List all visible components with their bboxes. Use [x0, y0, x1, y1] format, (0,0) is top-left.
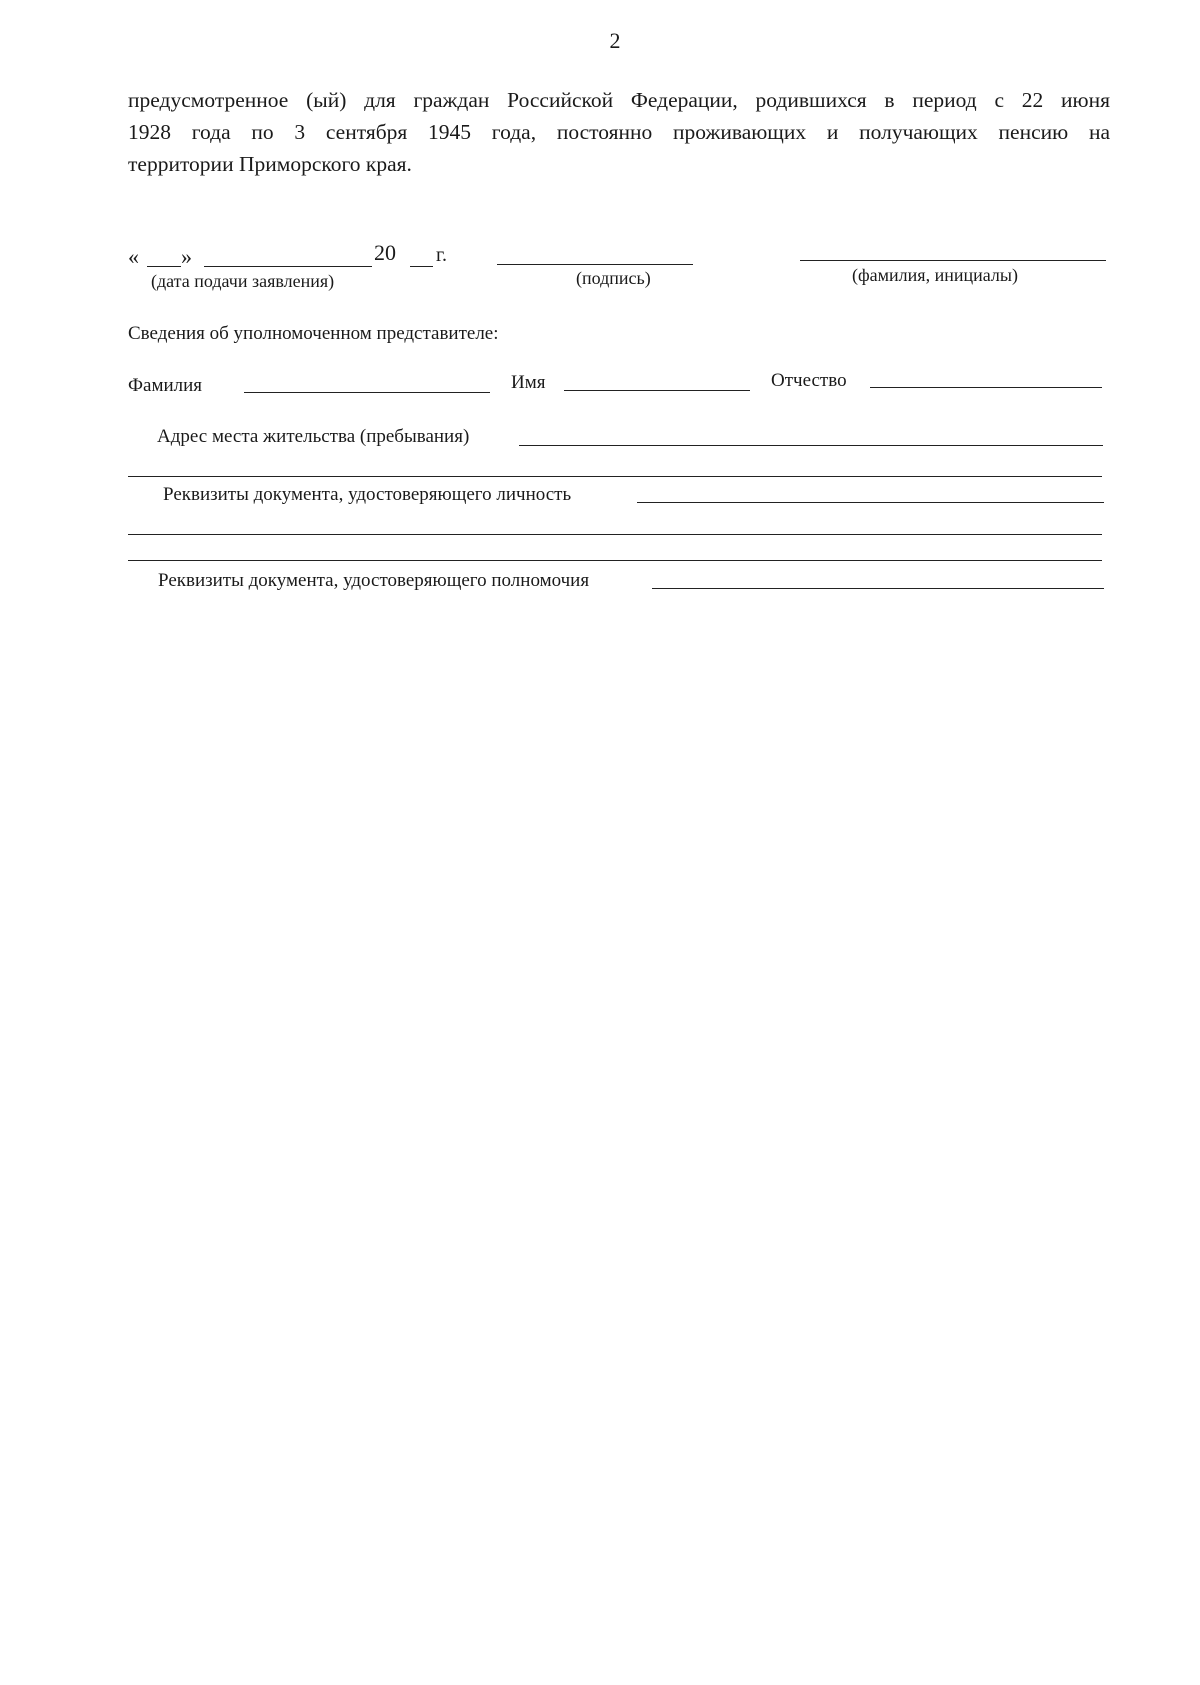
day-field[interactable] — [147, 266, 181, 267]
name-field[interactable] — [564, 390, 750, 391]
month-field[interactable] — [204, 266, 372, 267]
year-suffix: г. — [436, 244, 447, 266]
patronymic-field[interactable] — [870, 387, 1102, 388]
identity-doc-field-line-3[interactable] — [128, 560, 1102, 561]
paragraph-line-2: 1928 года по 3 сентября 1945 года, постоянно проживающих и получающих пенсию на — [128, 120, 1110, 144]
year-prefix: 20 — [374, 240, 396, 265]
name-initials-caption: (фамилия, инициалы) — [852, 265, 1018, 285]
identity-doc-field-line-2[interactable] — [128, 534, 1102, 535]
identity-doc-field[interactable] — [637, 502, 1104, 503]
authority-doc-label: Реквизиты документа, удостоверяющего полномочия — [158, 570, 590, 591]
paragraph-line-3: территории Приморского края. — [128, 152, 412, 176]
address-field[interactable] — [519, 445, 1103, 446]
paragraph-line-1: предусмотренное (ый) для граждан Российской Федерации, родившихся в период с 22 июня — [128, 88, 1110, 112]
patronymic-label: Отчество — [771, 370, 847, 391]
authority-doc-field[interactable] — [652, 588, 1104, 589]
date-close-quote: » — [181, 244, 192, 269]
surname-label: Фамилия — [128, 375, 203, 396]
address-field-line-2[interactable] — [128, 476, 1102, 477]
date-caption: (дата подачи заявления) — [151, 271, 335, 291]
address-label: Адрес места жительства (пребывания) — [157, 426, 470, 447]
year-field[interactable] — [410, 266, 433, 267]
page-number: 2 — [609, 28, 621, 53]
identity-doc-label: Реквизиты документа, удостоверяющего личность — [163, 484, 572, 505]
name-label: Имя — [511, 372, 546, 393]
signature-caption: (подпись) — [576, 268, 651, 288]
surname-field[interactable] — [244, 392, 490, 393]
signature-field[interactable] — [497, 264, 693, 265]
name-initials-field[interactable] — [800, 260, 1106, 261]
date-open-quote: « — [128, 244, 139, 269]
representative-heading: Сведения об уполномоченном представителе: — [128, 323, 499, 344]
